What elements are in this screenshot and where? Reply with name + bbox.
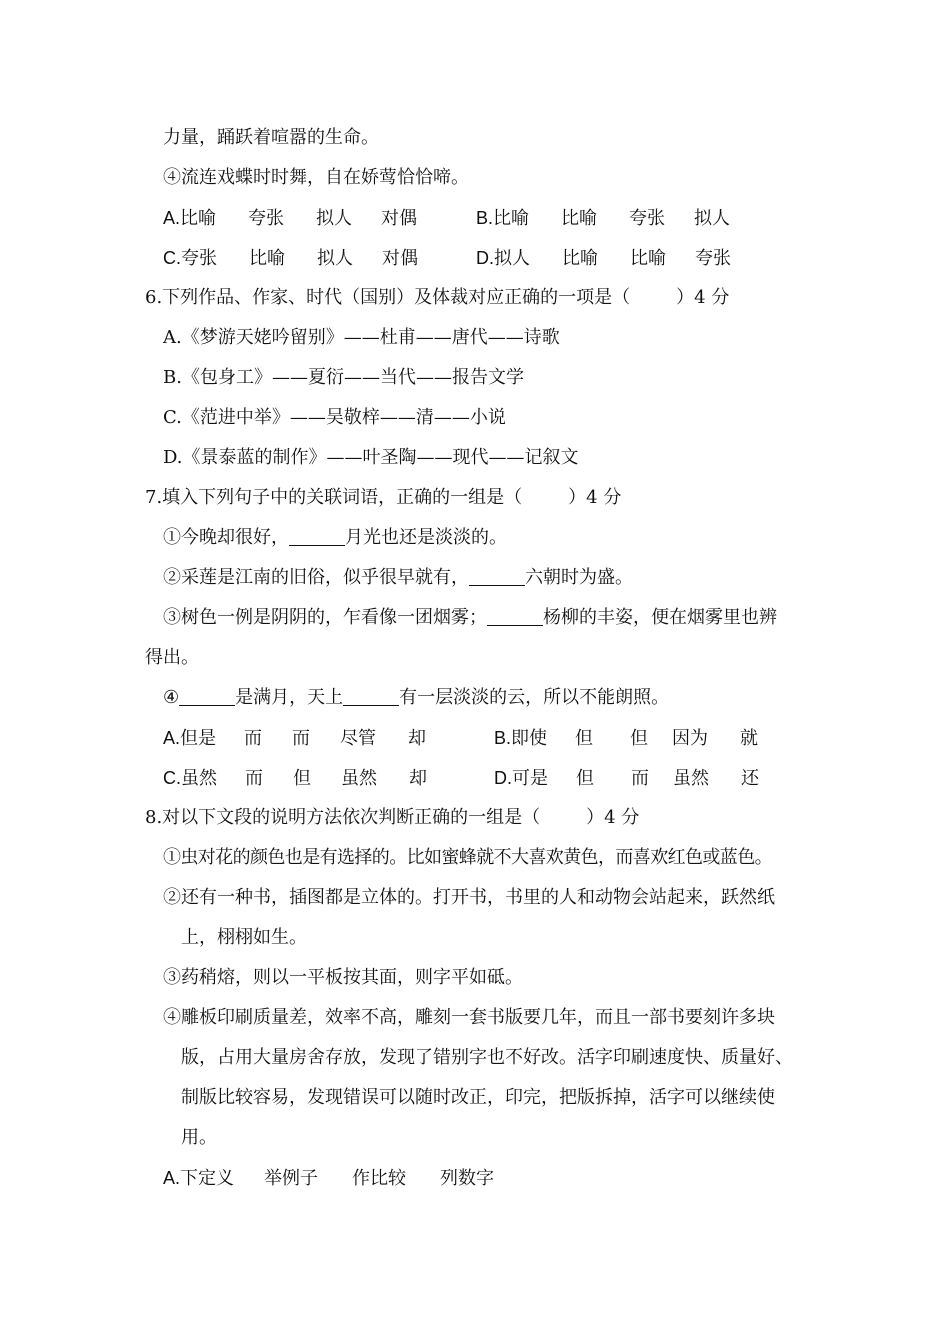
- q7-stem: [145, 486, 621, 510]
- q7-option-b[interactable]: [494, 726, 758, 751]
- option-label: B.: [494, 728, 512, 748]
- q7-sentence-2: [163, 566, 633, 590]
- option-word: 比喻: [180, 208, 217, 229]
- option-word: 尽管: [340, 728, 377, 749]
- option-label: A.: [163, 1168, 181, 1188]
- q8-passage-4-line-1: ④雕板印刷质量差，效率不高，雕刻一套书版要几年，而且一部书要刻许多块: [163, 1007, 775, 1028]
- fill-blank[interactable]: [289, 526, 345, 546]
- option-word: 而: [244, 728, 263, 749]
- q6-stem-text: 6.下列作品、作家、时代（国别）及体裁对应正确的一项是（: [145, 287, 631, 308]
- q7-option-a[interactable]: [163, 726, 426, 751]
- q7-option-d[interactable]: [494, 766, 759, 791]
- option-word: 而: [631, 768, 649, 789]
- q6-option-c[interactable]: C.《范进中举》——吴敬梓——清——小说: [163, 407, 506, 428]
- q8-stem: [145, 806, 639, 830]
- q7-sentence-1: [163, 526, 507, 550]
- option-word: 拟人: [494, 248, 530, 269]
- option-word: 比喻: [562, 248, 598, 269]
- option-word: 对偶: [381, 208, 418, 229]
- q6-score: ）4 分: [676, 287, 730, 308]
- q8-passage-4-line-2: 版，占用大量房舍存放，发现了错别字也不好改。活字印刷速度快、质量好、: [181, 1047, 793, 1068]
- option-word: 还: [741, 768, 759, 789]
- sentence-text: 有一层淡淡的云，所以不能朗照。: [399, 687, 670, 708]
- option-word: 但: [575, 728, 594, 749]
- option-label: A.: [163, 728, 181, 748]
- option-label: C.: [163, 248, 181, 268]
- q5-options-row-2: [0, 246, 950, 270]
- option-word: 比喻: [493, 208, 530, 229]
- option-label: B.: [476, 208, 494, 228]
- q7-sentence-3-wrap: 得出。: [145, 647, 199, 668]
- sentence-text: ②采莲是江南的旧俗，似乎很早就有，: [163, 567, 469, 588]
- q8-passage-1: ①虫对花的颜色也是有选择的。比如蜜蜂就不大喜欢黄色，而喜欢红色或蓝色。: [163, 847, 772, 868]
- q8-options-row-1: [0, 1166, 950, 1190]
- option-word: 虽然: [181, 768, 217, 789]
- sentence-text: 杨柳的丰姿，便在烟雾里也辨: [543, 607, 777, 628]
- q5-options-row-1: [0, 206, 950, 230]
- q8-score: ）4 分: [586, 807, 640, 828]
- q5-text-continuation: 力量，踊跃着喧嚣的生命。: [163, 127, 379, 148]
- fill-blank[interactable]: [343, 686, 399, 706]
- option-word: 比喻: [630, 248, 666, 269]
- q7-options-row-2: [0, 766, 950, 790]
- q7-sentence-3: [163, 606, 777, 630]
- q8-option-a[interactable]: [163, 1166, 494, 1191]
- q6-option-a[interactable]: A.《梦游天姥吟留别》——杜甫——唐代——诗歌: [163, 327, 560, 348]
- q7-stem-text: 7.填入下列句子中的关联词语，正确的一组是（: [145, 487, 523, 508]
- q6-stem: [145, 286, 729, 310]
- option-word: 夸张: [248, 208, 285, 229]
- option-word: 作比较: [352, 1168, 407, 1189]
- option-word: 但: [630, 728, 649, 749]
- option-word: 比喻: [249, 248, 285, 269]
- option-word: 对偶: [382, 248, 418, 269]
- option-word: 夸张: [629, 208, 666, 229]
- option-word: 但: [576, 768, 594, 789]
- option-word: 但: [293, 768, 311, 789]
- q8-stem-text: 8.对以下文段的说明方法依次判断正确的一组是（: [145, 807, 541, 828]
- sentence-text: ④: [163, 687, 180, 708]
- q7-sentence-4: [163, 686, 669, 710]
- option-word: 可是: [512, 768, 548, 789]
- option-word: 虽然: [673, 768, 709, 789]
- q8-passage-2-line-1: ②还有一种书，插图都是立体的。打开书，书里的人和动物会站起来，跃然纸: [163, 887, 775, 908]
- q6-option-d[interactable]: D.《景泰蓝的制作》——叶圣陶——现代——记叙文: [163, 447, 579, 468]
- option-label: D.: [476, 248, 494, 268]
- q8-passage-3: ③药稍熔，则以一平板按其面，则字平如砥。: [163, 967, 523, 988]
- option-word: 下定义: [180, 1168, 235, 1189]
- option-word: 列数字: [440, 1168, 495, 1189]
- option-label: D.: [494, 768, 512, 788]
- sentence-text: 月光也还是淡淡的。: [345, 527, 507, 548]
- q8-passage-2-line-2: 上，栩栩如生。: [181, 927, 307, 948]
- sentence-text: ①今晚却很好，: [163, 527, 289, 548]
- q8-passage-4-line-4: 用。: [181, 1127, 217, 1148]
- option-word: 举例子: [264, 1168, 319, 1189]
- q5-option-a[interactable]: [163, 206, 417, 231]
- option-word: 即使: [511, 728, 548, 749]
- option-word: 夸张: [695, 248, 731, 269]
- q5-option-c[interactable]: [163, 246, 418, 271]
- fill-blank[interactable]: [487, 606, 543, 626]
- option-word: 拟人: [317, 248, 353, 269]
- option-word: 拟人: [694, 208, 731, 229]
- option-label: C.: [163, 768, 181, 788]
- q7-options-row-1: [0, 726, 950, 750]
- option-word: 却: [408, 728, 427, 749]
- q7-score: ）4 分: [568, 487, 622, 508]
- q5-item-4: ④流连戏蝶时时舞，自在娇莺恰恰啼。: [163, 167, 469, 188]
- q6-option-b[interactable]: B.《包身工》——夏衍——当代——报告文学: [163, 367, 524, 388]
- q8-passage-4-line-3: 制版比较容易，发现错误可以随时改正，印完，把版拆掉，活字可以继续使: [181, 1087, 775, 1108]
- option-word: 夸张: [181, 248, 217, 269]
- q5-option-d[interactable]: [476, 246, 731, 271]
- sentence-text: 六朝时为盛。: [525, 567, 633, 588]
- q5-option-b[interactable]: [476, 206, 730, 231]
- option-label: A.: [163, 208, 181, 228]
- option-word: 拟人: [316, 208, 353, 229]
- option-word: 就: [740, 728, 759, 749]
- option-word: 而: [245, 768, 263, 789]
- option-word: 而: [292, 728, 311, 749]
- option-word: 因为: [672, 728, 709, 749]
- option-word: 比喻: [561, 208, 598, 229]
- option-word: 却: [409, 768, 427, 789]
- q7-option-c[interactable]: [163, 766, 427, 791]
- sentence-text: ③树色一例是阴阴的，乍看像一团烟雾；: [163, 607, 487, 628]
- option-word: 虽然: [341, 768, 377, 789]
- fill-blank[interactable]: [469, 566, 525, 586]
- option-word: 但是: [180, 728, 217, 749]
- sentence-text: 是满月，天上: [235, 687, 344, 708]
- fill-blank[interactable]: [179, 686, 235, 706]
